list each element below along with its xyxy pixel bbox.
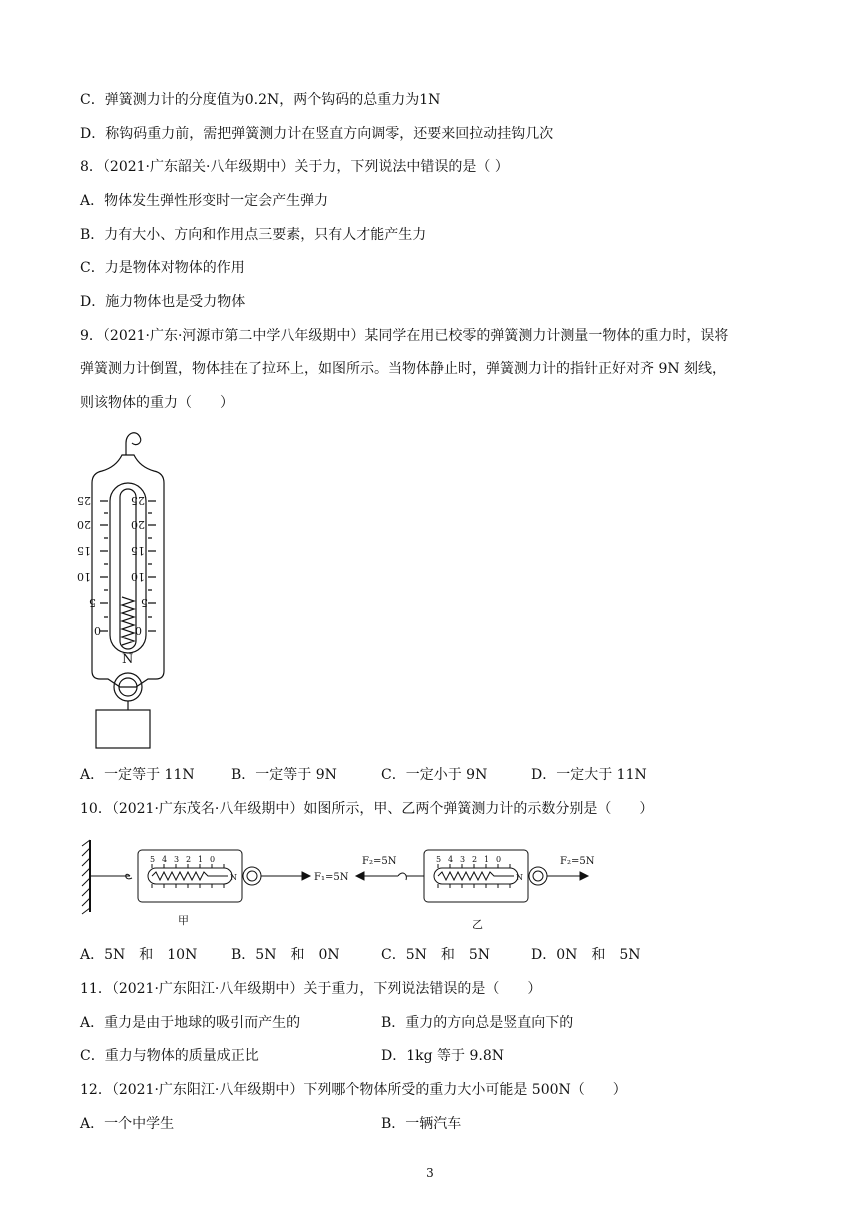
figure-label-yi: 乙 <box>472 918 483 931</box>
q8-stem: 8．（2021·广东韶关·八年级期中）关于力，下列说法中错误的是（ ） <box>80 159 509 175</box>
jia-scale-0: 0 <box>210 855 216 864</box>
force-label-yi-right: F₂=5N <box>560 856 595 867</box>
scale-label-left-25: 25 <box>77 494 91 507</box>
yi-scale-1: 1 <box>484 855 490 864</box>
q11-option-b: B．重力的方向总是竖直向下的 <box>381 1015 574 1031</box>
scale-label-left-15: 15 <box>77 544 91 557</box>
jia-scale-2: 2 <box>186 855 192 864</box>
q8-option-d: D．施力物体也是受力物体 <box>80 294 246 310</box>
yi-scale-0: 0 <box>496 855 502 864</box>
q9-option-a: A．一定等于 11N <box>80 767 195 783</box>
scale-label-right-10: 10 <box>131 570 145 583</box>
q12-option-a: A．一个中学生 <box>80 1116 175 1132</box>
q8-option-b: B．力有大小、方向和作用点三要素，只有人才能产生力 <box>80 227 427 243</box>
scale-label-left-0: 0 <box>94 625 101 638</box>
q11-option-d: D．1kg 等于 9.8N <box>381 1048 504 1064</box>
q11-stem: 11．（2021·广东阳江·八年级期中）关于重力，下列说法错误的是（ ） <box>80 981 542 997</box>
yi-scale-3: 3 <box>460 855 466 864</box>
scale-label-right-5: 5 <box>141 596 148 609</box>
yi-scale-2: 2 <box>472 855 478 864</box>
page-number: 3 <box>426 1166 434 1180</box>
scale-label-right-15: 15 <box>131 544 145 557</box>
scale-label-right-25: 25 <box>131 494 145 507</box>
q10-stem: 10．（2021·广东茂名·八年级期中）如图所示，甲、乙两个弹簧测力计的示数分别是（ ） <box>80 801 654 817</box>
q10-option-c: C．5N 和 5N <box>381 947 491 963</box>
scale-label-right-20: 20 <box>131 518 145 531</box>
q8-option-a: A．物体发生弹性形变时一定会产生弹力 <box>80 193 329 209</box>
q10-option-d: D．0N 和 5N <box>531 947 641 963</box>
q11-option-a: A．重力是由于地球的吸引而产生的 <box>80 1015 301 1031</box>
force-label-yi-left: F₂=5N <box>362 856 397 867</box>
q9-option-d: D．一定大于 11N <box>531 767 647 783</box>
yi-unit: N <box>516 873 523 882</box>
q10-option-a: A．5N 和 10N <box>80 947 198 963</box>
yi-scale-4: 4 <box>448 855 454 864</box>
figure-label-jia: 甲 <box>178 914 189 927</box>
scale-label-left-5: 5 <box>89 596 96 609</box>
jia-unit: N <box>230 873 237 882</box>
jia-scale-4: 4 <box>162 855 168 864</box>
q12-option-b: B．一辆汽车 <box>381 1116 462 1132</box>
jia-scale-3: 3 <box>174 855 180 864</box>
q11-option-c: C．重力与物体的质量成正比 <box>80 1048 259 1064</box>
q9-stem-line1: 9．（2021·广东·河源市第二中学八年级期中）某同学在用已校零的弹簧测力计测量一物体的重力时，误将 <box>80 328 729 344</box>
q12-stem: 12．（2021·广东阳江·八年级期中）下列哪个物体所受的重力大小可能是 500N（ ） <box>80 1082 627 1098</box>
q10-spring-scales-figure <box>80 836 600 936</box>
jia-scale-5: 5 <box>150 855 156 864</box>
q8-option-c: C．力是物体对物体的作用 <box>80 260 245 276</box>
scale-label-left-10: 10 <box>77 570 91 583</box>
force-label-jia: F₁=5N <box>314 872 349 883</box>
q7-option-d: D．称钩码重力前，需把弹簧测力计在竖直方向调零，还要来回拉动挂钩几次 <box>80 126 554 142</box>
q9-spring-scale-figure <box>77 425 168 755</box>
q9-option-b: B．一定等于 9N <box>231 767 337 783</box>
q9-stem-line3: 则该物体的重力（ ） <box>80 395 234 411</box>
yi-scale-5: 5 <box>436 855 442 864</box>
jia-scale-1: 1 <box>198 855 204 864</box>
q9-stem-line2: 弹簧测力计倒置，物体挂在了拉环上，如图所示。当物体静止时，弹簧测力计的指针正好对齐 9N 刻线， <box>80 361 727 377</box>
q10-option-b: B．5N 和 0N <box>231 947 340 963</box>
q7-option-c: C．弹簧测力计的分度值为0.2N，两个钩码的总重力为1N <box>80 92 441 108</box>
q9-option-c: C．一定小于 9N <box>381 767 488 783</box>
scale-label-left-20: 20 <box>77 518 91 531</box>
scale-unit-label: N <box>122 652 134 667</box>
scale-label-right-0: 0 <box>135 625 142 638</box>
